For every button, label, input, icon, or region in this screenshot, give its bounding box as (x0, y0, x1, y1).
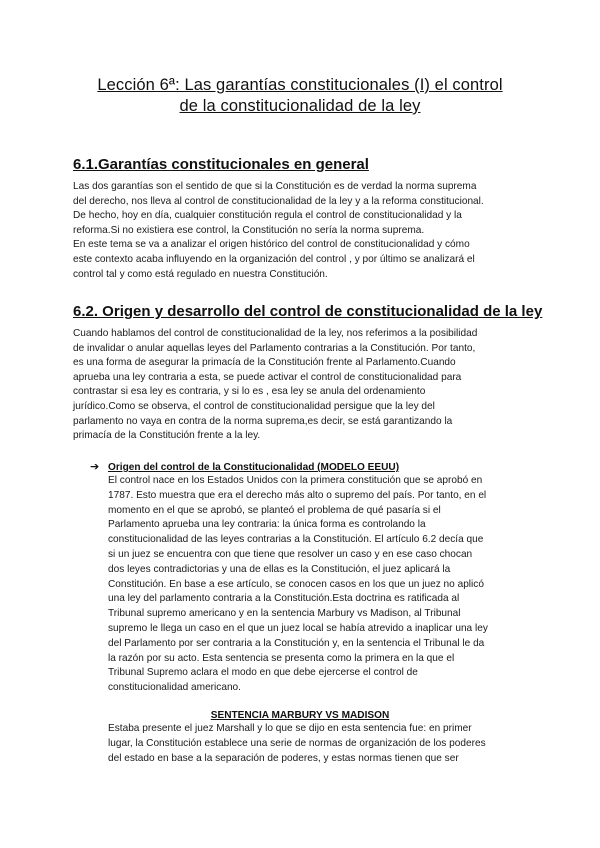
paragraph-line: Tribunal supremo americano y en la sentencia Marbury vs Madison, al Tribunal (108, 608, 461, 620)
paragraph-line: jurídico.Como se observa, el control de constitucionalidad persigue que la ley del (73, 400, 435, 412)
title-line-1: Lección 6ª: Las garantías constitucionales (I) el control (97, 76, 503, 94)
marbury-body (108, 722, 538, 766)
paragraph-line: Parlamento aprueba una ley contraria: la única forma es controlando la (108, 519, 426, 531)
arrow-bullet-icon: ➔ (90, 461, 100, 473)
page-title (60, 75, 540, 117)
paragraph-line: del derecho, nos lleva al control de constitucionalidad de la ley y a la reforma constitucional. (73, 195, 484, 207)
paragraph-line: En este tema se va a analizar el origen histórico del control de constitucionalidad y cómo (73, 239, 470, 251)
paragraph-line: la razón por su acto. Esta sentencia se presenta como la primera en la que el (108, 652, 455, 664)
paragraph-line: de invalidar o anular aquellas leyes del Parlamento contrarias a la Constitución. Por tanto, (73, 342, 476, 354)
section-2-body (73, 327, 535, 444)
paragraph-line: primacía de la Constitución frente a la ley. (73, 430, 261, 442)
paragraph-line: control tal y como está regulado en nuestra Constitución. (73, 268, 328, 280)
origin-body (108, 474, 538, 696)
paragraph-line: del Parlamento por ser contraria a la Constitución y, en la sentencia el Tribunal le da (108, 637, 485, 649)
paragraph-line: Cuando hablamos del control de constitucionalidad de la ley, nos referimos a la posibilidad (73, 328, 478, 339)
paragraph-line: una ley del parlamento contraria a la Constitución.Esta doctrina es ratificada al (108, 593, 460, 605)
paragraph-line: Constitución. En base a ese artículo, se conocen casos en los que un juez no aplicó (108, 578, 484, 590)
paragraph-line: De hecho, hoy en día, cualquier constitución regula el control de constitucionalidad y la (73, 210, 462, 222)
section-1-body (73, 180, 535, 282)
paragraph-line: lugar, la Constitución establece una serie de normas de organización de los poderes (108, 737, 486, 749)
paragraph-line: Tribunal Supremo aclara el modo en que debe ejercerse el control de (108, 667, 418, 679)
marbury-heading: SENTENCIA MARBURY VS MADISON (210, 710, 390, 721)
paragraph-line: parlamento no vaya en contra de la norma suprema,es decir, se está garantizando la (73, 415, 453, 427)
paragraph-line: reforma.Si no existiera ese control, la Constitución no sería la norma suprema. (73, 224, 425, 236)
paragraph-line: momento en el que se aprobó, se planteó el problema de qué pasaría si el (108, 504, 441, 516)
origin-subheading: Origen del control de la Constitucionalidad (MODELO EEUU) (108, 462, 400, 473)
paragraph-line: 1787. Esto muestra que era el derecho más alto o supremo del país. Por tanto, en el (108, 489, 487, 501)
section-heading-6-1: 6.1.Garantías constitucionales en general (73, 156, 369, 173)
paragraph-line: dos leyes contradictorias y una de ellas es la Constitución, el juez aplicará la (108, 563, 451, 575)
paragraph-line: contrastar si esa ley es contraria, y si lo es , esa ley se anula del ordenamiento (73, 386, 426, 398)
paragraph-line: si un juez se encuentra con que tiene que resolver un caso y en ese caso chocan (108, 548, 473, 560)
paragraph-line: Estaba presente el juez Marshall y lo que se dijo en esta sentencia fue: en primer (108, 723, 472, 734)
origin-bullet (90, 460, 399, 475)
section-heading-6-2: 6.2. Origen y desarrollo del control de constitucionalidad de la ley (73, 303, 543, 320)
title-line-2: de la constitucionalidad de la ley (179, 97, 421, 115)
paragraph-line: Las dos garantías son el sentido de que si la Constitución es de verdad la norma suprema (73, 181, 477, 192)
paragraph-line: constitucionalidad americano. (108, 682, 241, 694)
paragraph-line: aprueba una ley contraria a esta, se puede activar el control de constitucionalidad para (73, 371, 462, 383)
paragraph-line: este contexto acaba influyendo en la organización del control , y por último se analizará el (73, 253, 475, 265)
paragraph-line: constitucionalidad de las leyes contrarias a la Constitución. El artículo 6.2 decía que (108, 534, 484, 546)
paragraph-line: es una forma de asegurar la primacía de la Constitución frente al Parlamento.Cuando (73, 357, 456, 369)
paragraph-line: del estado en base a la separación de poderes, y estas normas tienen que ser (108, 752, 459, 764)
paragraph-line: El control nace en los Estados Unidos con la primera constitución que se aprobó en (108, 475, 483, 486)
paragraph-line: supremo le llega un caso en el que un juez local se había atrevido a inaplicar una ley (108, 622, 488, 634)
